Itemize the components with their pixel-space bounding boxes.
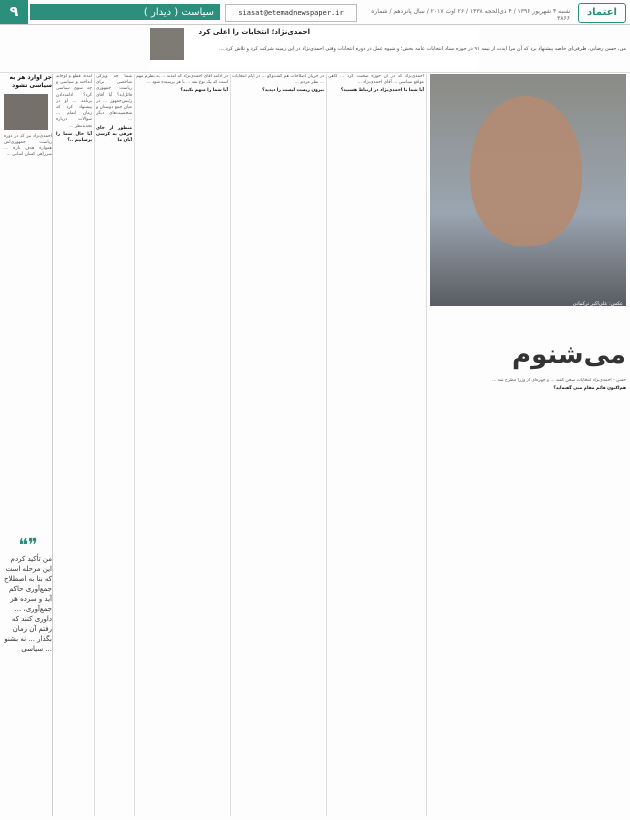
sidebar-text: احمدی‌نژاد نیز که در دوره ریاست جمهوری‌اش همواره هدف تازه ... سر‌راهی کسان اسانی ...: [4, 134, 52, 157]
email-address[interactable]: siasat@etemadnewspaper.ir: [225, 4, 357, 22]
column-divider: [134, 74, 135, 816]
sidebar-title: جز اوارد هر به سیاسی نشود: [9, 74, 52, 89]
article-column-4: در جریان اصلاحات هم گفت‌وگو ... در ایام انتخابات ... نظر مردم ... بیرون زیست لیست را دیدید؟: [232, 74, 324, 94]
sidebar-pull-quote: من تأکید کردم این مرحله است که بنا به اصطلاح جمع‌آوری حاکم آید و سرده هر جمع‌آوری، ... داوری کنند که رفتم آن زمان بگذار ... نه بشنو ... سیاسی: [4, 555, 52, 653]
interview-question: آیا حال شما را برسانیم ..؟: [56, 131, 92, 144]
article-column-6: حسن - احمدی‌نژاد انتخابات سخن گفته ... و چهره‌ای از وزرا مطرح شد ... هم‌اکنون قائم مقام منی گفته‌اید؟: [428, 378, 626, 814]
interview-question: هم‌اکنون قائم مقام منی گفته‌اید؟: [553, 386, 626, 392]
intro-paragraph: من، حسن رضایی، ظرفی‌ای خاصه پیشنهاد برد که آن مرا اپدت از نیمه ۹۱ در حوزه ستاد انتخابات عامه بخش؛ و شیوه عمل در دوره انتخابات وقتی احمدی‌نژاد در این زمینه شرکت کرد و تلاش کرد ...: [0, 44, 630, 73]
interview-question: آیا شما را متهم نکنید؟: [180, 88, 228, 94]
hero-photo: [430, 74, 626, 306]
newspaper-logo: اعتماد: [578, 3, 626, 23]
interview-question: آیا شما با احمدی‌نژاد در ارتباط هستید؟: [340, 88, 424, 94]
sidebar-column: [4, 74, 53, 816]
article-column-2: شما چه ویژگی شاخصی برای ریاست جمهوری قائل‌اید؟ آیا آقای رئیس‌جمهور ... در میان جمع دوستان و شخصیت‌های دیگر ... منظور از جای فرقی به کرسی آنان ما: [96, 74, 132, 144]
interview-question: منظور از جای فرقی به کرسی آنان ما: [96, 125, 132, 144]
quote-marks-icon: ❝❞: [18, 535, 38, 556]
article-column-5: احمدی‌نژاد که در آن حوزه صحبت کرد ... گاهی مواقع سیاسی ... آقای احمدی‌نژاد ... آیا شما با احمدی‌نژاد در ارتباط هستید؟: [328, 74, 424, 94]
column-divider: [326, 74, 327, 816]
interview-question: بیرون زیست لیست را دیدید؟: [262, 88, 324, 94]
article-column-3: در ادامه آقای احمدی‌نژاد که آمدند ... به نظرم مهم است که یک نوع نقد ... با هر پرسیده شود ... آیا شما را متهم نکنید؟: [136, 74, 228, 94]
issue-line: شنبه ۴ شهریور ۱۳۹۶ / ۴ ذی‌الحجه ۱۴۳۸ / ۲۶ اوت ۲۰۱۷ / سال پانزدهم / شماره ۳۸۶۶: [371, 8, 570, 22]
article-headline: می‌شنوم: [512, 340, 626, 370]
photo-caption: عکس: علی‌اکبر ترکمانی: [572, 301, 623, 307]
article-column-1: آمده، قطع و اوجانه انداخته و سیاسی و چه سوی سیاسی کرد؟ ادامه‌دادن برنامه ... او در پیشنهاد کرد که زمان اتمام ... سوالات درباره تجدیدنظر ... آیا حال شما را برسانیم ..؟: [56, 74, 92, 144]
section-title: سیاست ( دیدار ): [30, 4, 220, 20]
page-number: ۹: [0, 0, 28, 24]
sidebar-portrait: [4, 94, 48, 130]
pull-quote-title: احمدی‌نژاد؛ انتخابات را اعلی کرد: [198, 28, 310, 36]
column-divider: [94, 74, 95, 816]
column-divider: [230, 74, 231, 816]
column-divider: [426, 74, 427, 816]
